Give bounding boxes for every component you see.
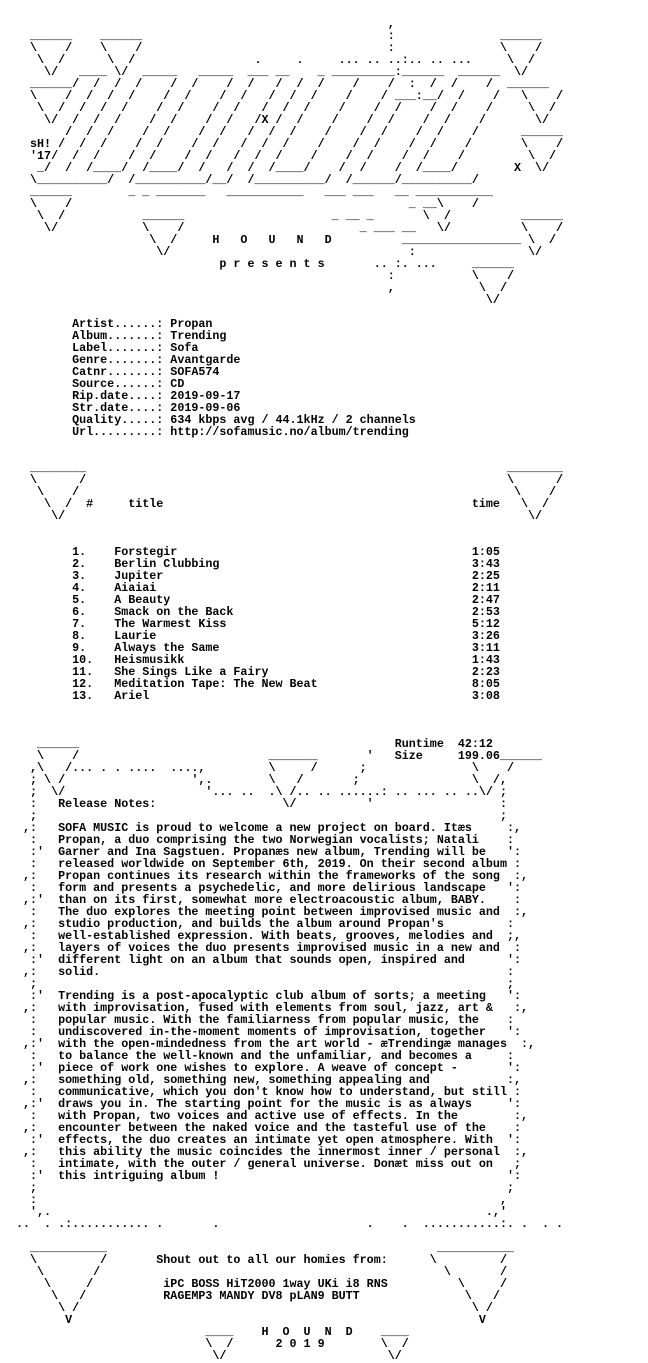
nfo-line: / / / / / / / / / / / / / / / / ______ — [16, 125, 564, 139]
nfo-line: :' piece of work one wishes to explore. A weave of concept - ': — [16, 1061, 521, 1075]
nfo-line: ____ H O U N D ____ — [16, 1325, 409, 1339]
nfo-line: ______ Runtime 42:12 — [16, 737, 493, 751]
nfo-line: 5. A Beauty 2:47 — [16, 593, 500, 607]
nfo-line: ______ ______ : ______ — [16, 29, 543, 43]
nfo-line: \/ — [16, 293, 500, 307]
nfo-line: ,: Propan continues its research within the frameworks of the song :, — [16, 869, 528, 883]
nfo-line: \ / H O U N D _________________ \ / — [16, 233, 557, 247]
nfo-line: , \ / — [16, 281, 507, 295]
nfo-line: 10. Heismusikk 1:43 — [16, 653, 500, 667]
nfo-line: ______/ / / / / / / / / / / / / : / / / ______ — [16, 77, 550, 91]
nfo-line: :' different light on an album that sounds open, inspired and ': — [16, 953, 521, 967]
nfo-line: \ / RAGEMP3 MANDY DV8 pLAN9 BUTT \ / — [16, 1289, 500, 1303]
nfo-line: Album.......: Trending — [16, 329, 227, 343]
nfo-line: \/ \/ — [16, 1349, 402, 1363]
nfo-line: 11. She Sings Like a Fairy 2:23 — [16, 665, 500, 679]
nfo-line: \__________/ /__________/__/ /__________/ /______/__________/ — [16, 173, 479, 187]
nfo-line: : Propan, a duo comprising the two Norwegian vocalists; Natali : — [16, 833, 514, 847]
nfo-line: ,: encounter between the naked voice and the tasteful use of the : — [16, 1121, 521, 1135]
nfo-line: Catnr.......: SOFA574 — [16, 365, 220, 379]
nfo-line: \/ \/ — [16, 509, 543, 523]
nfo-line: ,: layers of voices the duo presents improvised music in a new and : — [16, 941, 521, 955]
nfo-line: V V — [16, 1313, 486, 1327]
nfo-line: _/ / /____/ /____/ / / / /____/ / / / /____/ X \/ — [16, 161, 550, 175]
nfo-line: ,: studio production, and builds the album around Propan's : — [16, 917, 514, 931]
nfo-line: 13. Ariel 3:08 — [16, 689, 500, 703]
nfo-line: : undiscovered in-the-moment moments of improvisation, together ': — [16, 1025, 521, 1039]
nfo-line: 3. Jupiter 2:25 — [16, 569, 500, 583]
nfo-line: 7. The Warmest Kiss 5:12 — [16, 617, 500, 631]
nfo-line: :' Trending is a post-apocalyptic club album of sorts; a meeting ': — [16, 989, 521, 1003]
nfo-line: ; \ / ',. \ / ; \ /, — [16, 773, 507, 787]
nfo-line: : to balance the well-known and the unfamiliar, and becomes a : — [16, 1049, 514, 1063]
nfo-line: : with Propan, two voices and active use of effects. In the :, — [16, 1109, 528, 1123]
nfo-line: ,: with improvisation, fused with elements from soul, jazz, art & :, — [16, 1001, 528, 1015]
nfo-line: .. . .:........... . . . . ...........:. . . . — [16, 1217, 564, 1231]
nfo-line: \ / / / / / / / / / / / / / / / / / \ / — [16, 101, 557, 115]
nfo-line: : well-established expression. With beats, grooves, melodies and ;, — [16, 929, 521, 943]
nfo-line: \ / \ / — [16, 473, 564, 487]
nfo-line: '17/ / / / / / / / / / / / / / / / \ / — [16, 149, 557, 163]
nfo-line: Url.........: http://sofamusic.no/album/trending — [16, 425, 409, 439]
nfo-line: : popular music. With the familiarness from popular music, the : — [16, 1013, 514, 1027]
nfo-line: ,: something old, something new, something appealing and :, — [16, 1073, 521, 1087]
nfo-line: 6. Smack on the Back 2:53 — [16, 605, 500, 619]
nfo-line: : form and presents a psychedelic, and more delirious landscape ': — [16, 881, 521, 895]
nfo-line: \ / \ / . . ... .. ..:.. .. ... \ / — [16, 53, 536, 67]
nfo-line: ______ _ _ _______ ___________ ___ ___ __ ___________ — [16, 185, 493, 199]
nfo-line: \ / iPC BOSS HiT2000 1way UKi i8 RNS \ / — [16, 1277, 507, 1291]
nfo-line: : The duo explores the meeting point between improvised music and :, — [16, 905, 528, 919]
nfo-line: Rip.date....: 2019-09-17 — [16, 389, 241, 403]
nfo-line: Label.......: Sofa — [16, 341, 199, 355]
nfo-line: \/ ____ \/ _____ _____ ___ __ _ _________:______ ______ \/ — [16, 65, 528, 79]
nfo-line: , — [16, 17, 395, 31]
nfo-line: \/ / / / / / / / /X / / / / / / / / \/ — [16, 113, 550, 127]
nfo-line: 9. Always the Same 3:11 — [16, 641, 500, 655]
nfo-line: Source......: CD — [16, 377, 185, 391]
nfo-line: sH! / / / / / / / / / / / / / / / / \ / — [16, 137, 564, 151]
nfo-line: :' effects, the duo creates an intimate yet open atmosphere. With ': — [16, 1133, 521, 1147]
nfo-line: ________ ________ — [16, 461, 564, 475]
nfo-line: ,: this ability the music coincides the innermost inner / personal :, — [16, 1145, 528, 1159]
nfo-line: ',. .,' — [16, 1205, 507, 1219]
nfo-line: ; ; — [16, 1181, 514, 1195]
nfo-line: ,:' with the open-mindedness from the art world - æTrendingæ manages :, — [16, 1037, 536, 1051]
nfo-line: \ / \ / — [16, 1265, 507, 1279]
nfo-line: ; ; — [16, 977, 514, 991]
nfo-line: \/ \ / _ ___ __ \/ \ / — [16, 221, 564, 235]
nfo-line: \ / \ / : \ / — [16, 41, 543, 55]
nfo-line: \ / \ / — [16, 485, 557, 499]
nfo-line: 12. Meditation Tape: The New Beat 8:05 — [16, 677, 500, 691]
nfo-line: ,:' than on its first, somewhat more electroacoustic album, BABY. : — [16, 893, 521, 907]
nfo-line: : , — [16, 1193, 507, 1207]
nfo-line: : released worldwide on September 6th, 2019. On their second album : — [16, 857, 521, 871]
nfo-line: : intimate, with the outer / general universe. Donæt miss out on ; — [16, 1157, 521, 1171]
nfo-line: ; ; — [16, 809, 507, 823]
nfo-line: \ / # title time \ / — [16, 497, 550, 511]
nfo-line: : communicative, which you don't know how to understand, but still : — [16, 1085, 521, 1099]
nfo-line: \ / _ __\ / — [16, 197, 479, 211]
nfo-line: ; \/ '... .. .\ /.. .. ......: .. ... .. ..\/ ; — [16, 785, 507, 799]
nfo-line: \ / / / / / / / / / / / / / ___:__/ / / \ / — [16, 89, 564, 103]
nfo-line: ,\ /... . . .... ...., \ / ; \ / — [16, 761, 514, 775]
nfo-line: Quality.....: 634 kbps avg / 44.1kHz / 2 channels — [16, 413, 416, 427]
nfo-line: \ / ______ _ __ _ \ / ______ — [16, 209, 564, 223]
nfo-line: ,:' draws you in. The starting point for the music is as always ': — [16, 1097, 521, 1111]
nfo-line: ,: solid. : — [16, 965, 514, 979]
nfo-line: \ / Shout out to all our homies from: \ / — [16, 1253, 507, 1267]
nfo-line: Genre.......: Avantgarde — [16, 353, 241, 367]
nfo-line: \/ : \/ — [16, 245, 543, 259]
nfo-line: Artist......: Propan — [16, 317, 213, 331]
nfo-line: 4. Aiaiai 2:11 — [16, 581, 500, 595]
nfo-line: p r e s e n t s .. :. ... ______ — [16, 257, 514, 271]
nfo-line: :' Garner and Ina Sagstuen. Propanæs new album, Trending will be ': — [16, 845, 521, 859]
nfo-line: \ / 2 0 1 9 \ / — [16, 1337, 409, 1351]
nfo-line: ,: SOFA MUSIC is proud to welcome a new project on board. Itæs :, — [16, 821, 521, 835]
nfo-line: 8. Laurie 3:26 — [16, 629, 500, 643]
nfo-line: Str.date....: 2019-09-06 — [16, 401, 241, 415]
nfo-line: \ / _______ ' Size 199.06______ — [16, 749, 543, 763]
nfo-line: : \ / — [16, 269, 514, 283]
nfo-line: :' this intriguing album ! ': — [16, 1169, 521, 1183]
nfo-line: \ / \ / — [16, 1301, 493, 1315]
nfo-line: : Release Notes: \/ ' : — [16, 797, 507, 811]
nfo-line: ___________ ___________ — [16, 1241, 514, 1255]
nfo-line: 2. Berlin Clubbing 3:43 — [16, 557, 500, 571]
nfo-line: 1. Forstegir 1:05 — [16, 545, 500, 559]
